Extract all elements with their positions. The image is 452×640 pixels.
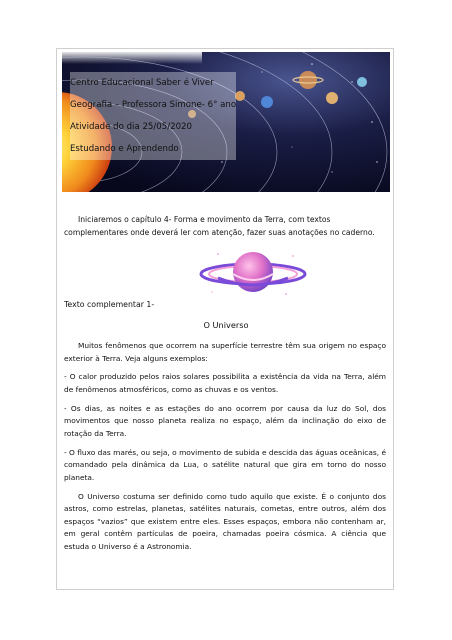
paragraph — [64, 447, 386, 485]
subject-line: Geografia – Professora Simone- 6° ano — [70, 94, 236, 116]
paragraph-text: Muitos fenômenos que ocorrem na superfície terrestre têm sua origem no espaço exterior à Terra. Veja alguns exemplos: — [64, 341, 386, 363]
motto: Estudando e Aprendendo — [70, 138, 236, 160]
paragraph — [64, 491, 386, 554]
activity-date: Atividade do dia 25/05/2020 — [70, 116, 236, 138]
body-text — [64, 340, 386, 560]
paragraph-text: - O fluxo das marés, ou seja, o movimento de subida e descida das águas oceânicas, é comandado pela dinâmica da Lua, o satélite natural que gira em torno do nosso planeta. — [64, 447, 386, 482]
ringed-planet-image — [198, 244, 308, 302]
intro-text: Iniciaremos o capítulo 4- Forma e movimento da Terra, com textos complementares onde deverá ler com atenção, fazer suas anotações no caderno. — [64, 215, 375, 237]
paragraph — [64, 403, 386, 441]
paragraph — [64, 371, 386, 396]
complement-label: Texto complementar 1- — [64, 300, 155, 309]
paragraph-text: - O calor produzido pelos raios solares possibilita a existência da vida na Terra, além de fenômenos atmosféricos, como as chuvas e os ventos. — [64, 372, 386, 394]
section-title: O Universo — [203, 320, 249, 330]
paragraph-text: O Universo costuma ser definido como tudo aquilo que existe. É o conjunto dos astros, como estrelas, planetas, satélites naturais, cometas, entre outros, além dos espaços “vazios” que existem entre eles. Esses espaços, embora não contenham ar, em geral contêm partículas de poeira, chamadas poeira cósmica. A ciência que estuda o Universo é a Astronomia. — [64, 491, 386, 552]
paragraph — [64, 340, 386, 365]
paragraph-text: - Os dias, as noites e as estações do ano ocorrem por causa da luz do Sol, dos movimentos que nosso planeta realiza no espaço, além da inclinação do eixo de rotação da Terra. — [64, 403, 386, 438]
school-name: Centro Educacional Saber é Viver — [70, 72, 236, 94]
intro-paragraph — [64, 214, 386, 239]
header-lines — [70, 72, 236, 160]
ringed-planet-illustration — [198, 244, 308, 302]
